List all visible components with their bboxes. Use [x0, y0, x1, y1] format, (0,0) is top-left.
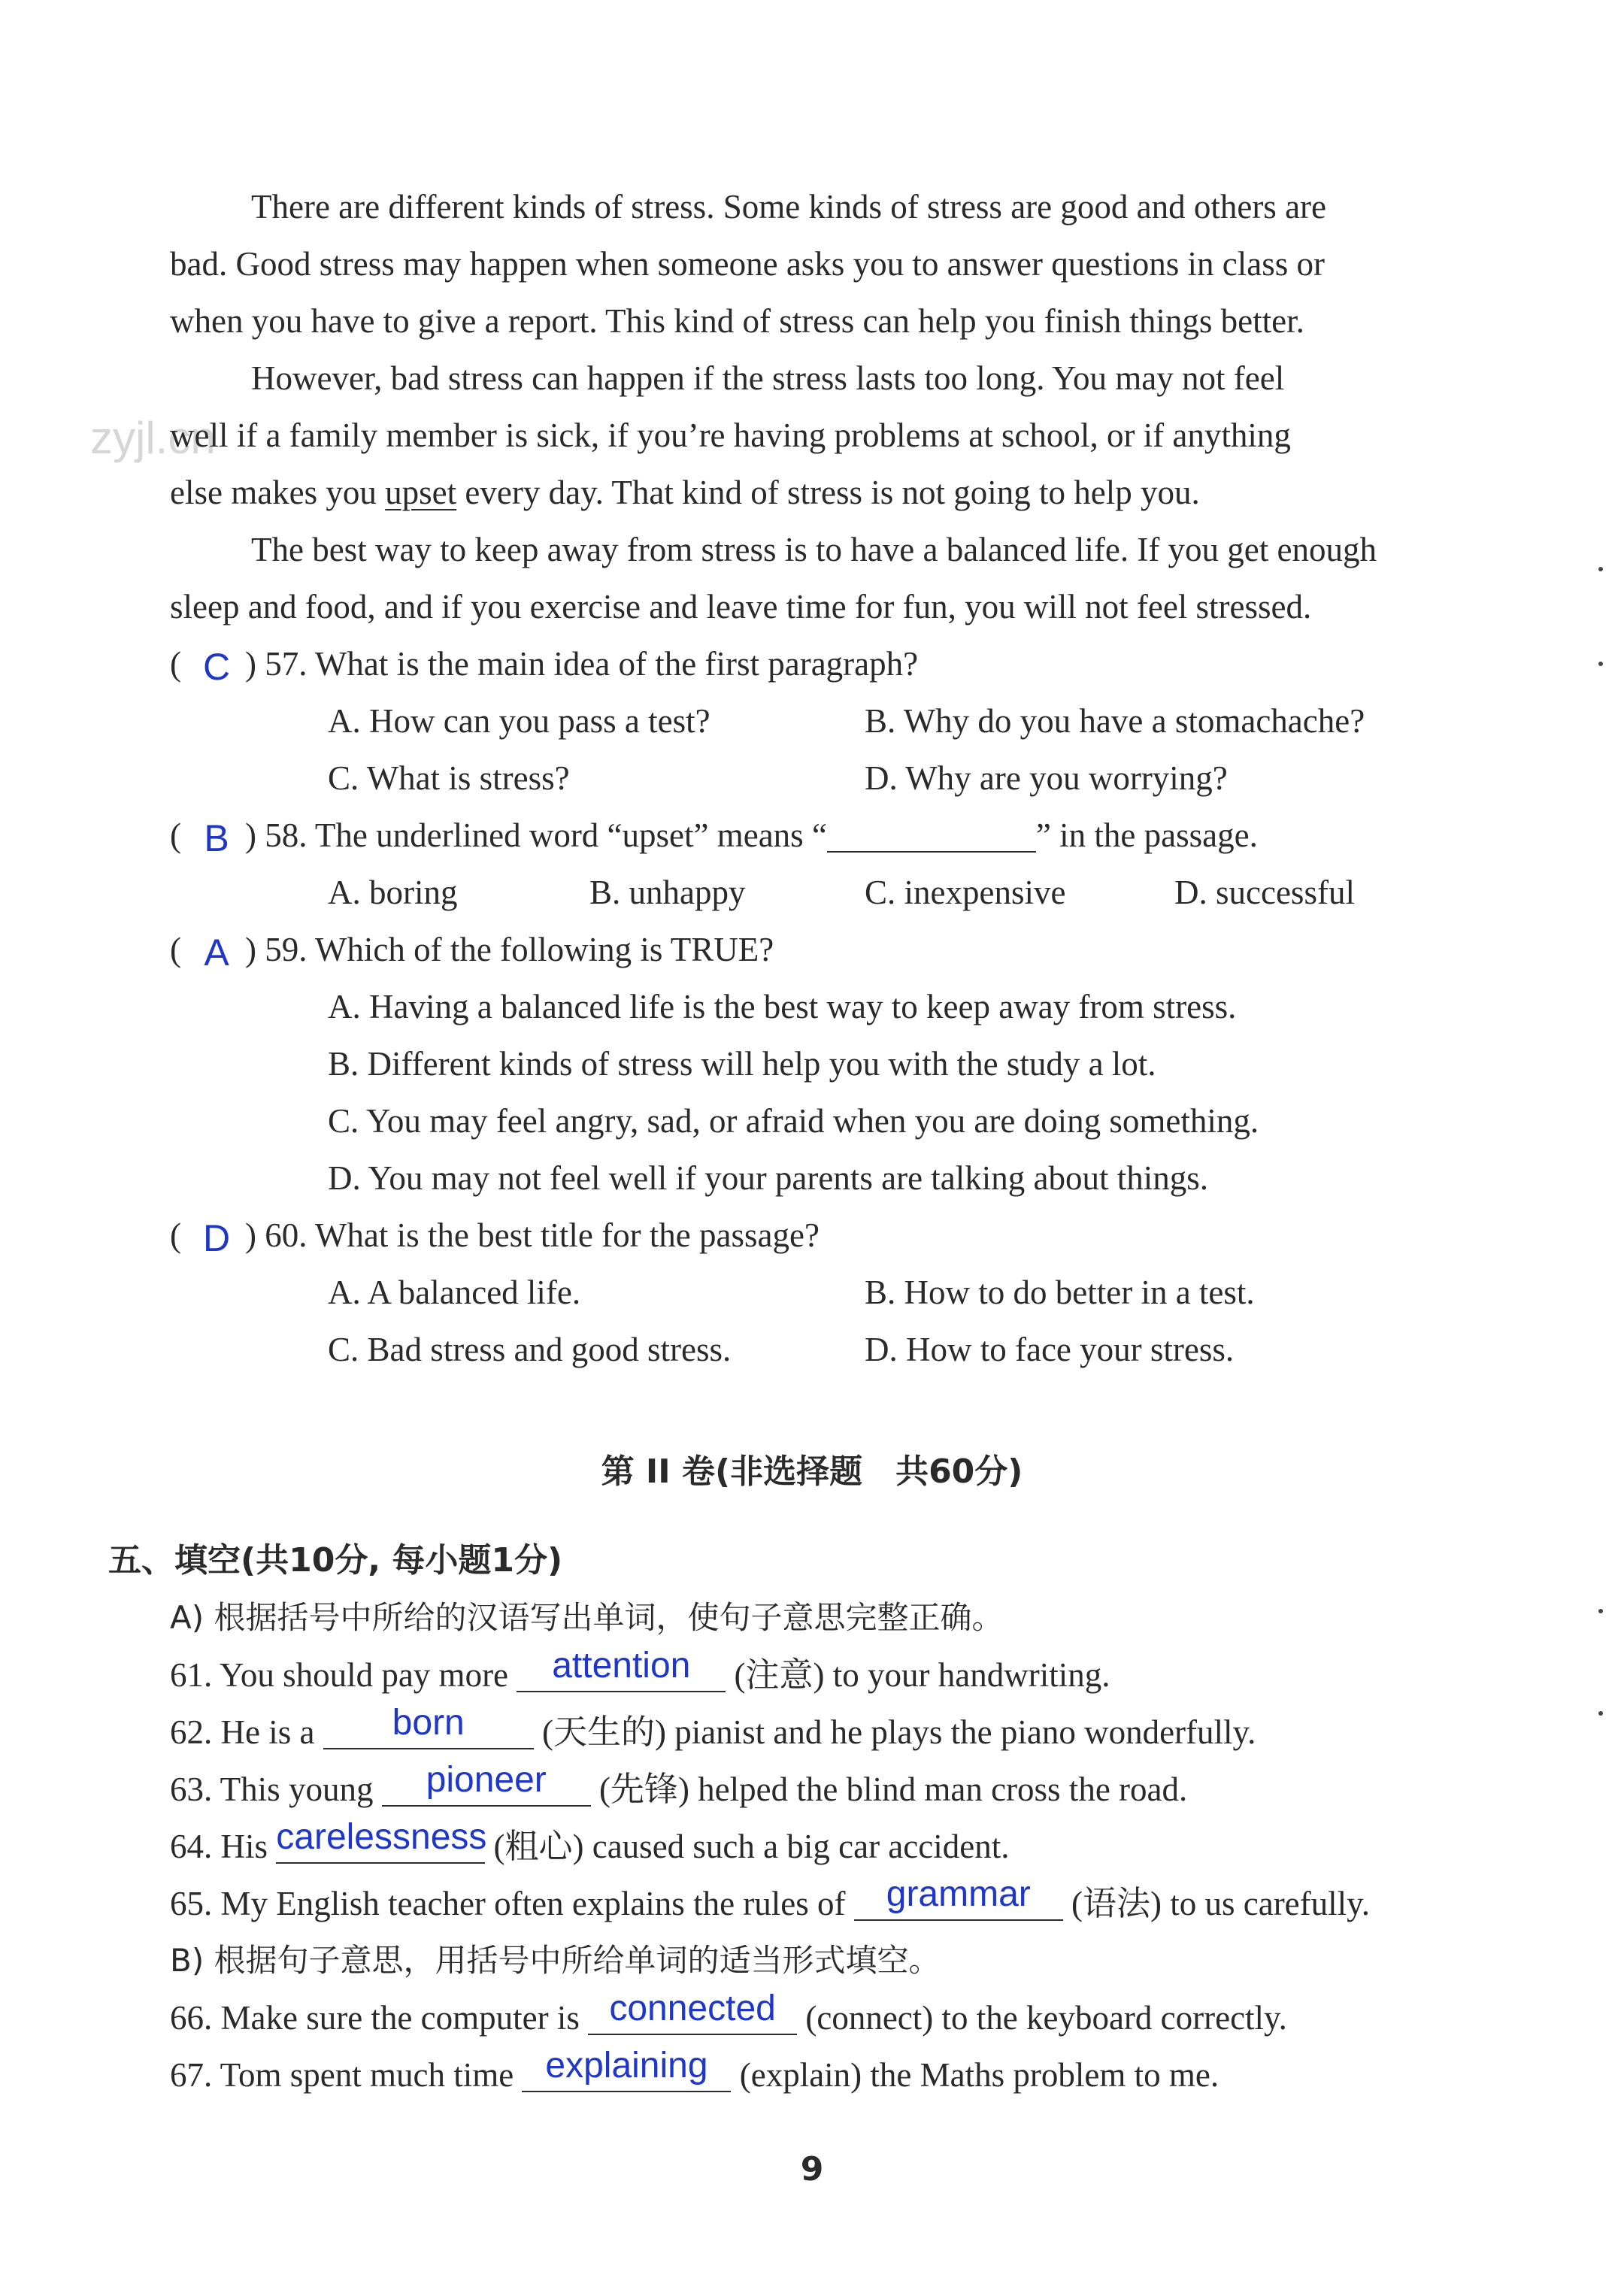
fill-item: [170, 1760, 1188, 1812]
answer-choice: B: [204, 817, 229, 859]
answer-choice: C: [202, 646, 231, 688]
option: C. You may feel angry, sad, or afraid when you are doing something.: [328, 1102, 1259, 1140]
passage-line: [170, 470, 1200, 515]
option: D. You may not feel well if your parents are talking about things.: [328, 1159, 1209, 1197]
answer-blank: [382, 1760, 591, 1807]
fill-text: (connect) to the keyboard correctly.: [797, 1999, 1287, 2037]
fill-text: 66. Make sure the computer is: [170, 1999, 589, 2037]
underlined-word: upset: [385, 474, 457, 511]
answer-blank: [827, 818, 1036, 853]
scan-speck: [1598, 567, 1603, 571]
passage-text: every day. That kind of stress is not going to help you.: [456, 474, 1200, 511]
fill-item: [170, 1817, 1010, 1869]
part-b-instruction: B) 根据句子意思，用括号中所给单词的适当形式填空。: [170, 1942, 941, 1979]
option: A. Having a balanced life is the best way to keep away from stress.: [328, 988, 1237, 1025]
option: C. What is stress?: [328, 759, 570, 797]
answer-choice: A: [204, 931, 229, 974]
answer-blank: [522, 2046, 731, 2092]
option: B. How to do better in a test.: [865, 1274, 1255, 1311]
option: C. Bad stress and good stress.: [328, 1331, 732, 1368]
passage-line: when you have to give a report. This kind of stress can help you finish things better.: [170, 302, 1304, 340]
paren-open: (: [170, 816, 181, 854]
option: D. Why are you worrying?: [865, 759, 1228, 797]
part-a-instruction: A) 根据括号中所给的汉语写出单词，使句子意思完整正确。: [170, 1599, 1004, 1636]
handwritten-answer: attention: [552, 1646, 691, 1686]
stem-text: ) 58. The underlined word “upset” means “: [245, 816, 827, 854]
option: B. Different kinds of stress will help you with the study a lot.: [328, 1045, 1156, 1083]
answer-choice: D: [202, 1217, 231, 1259]
paren-open: (: [170, 645, 181, 683]
fill-text: 65. My English teacher often explains the rules of: [170, 1885, 854, 1922]
fill-item: [170, 1874, 1370, 1926]
option: B. Why do you have a stomachache?: [865, 702, 1365, 740]
fill-item: [170, 1703, 1256, 1755]
handwritten-answer: grammar: [886, 1874, 1031, 1914]
fill-text: 61. You should pay more: [170, 1656, 517, 1694]
option: A. boring: [328, 874, 458, 911]
answer-blank: [588, 1989, 797, 2035]
fill-text: (注意) to your handwriting.: [726, 1656, 1110, 1694]
passage-line: bad. Good stress may happen when someone asks you to answer questions in class or: [170, 245, 1325, 283]
option: D. successful: [1174, 874, 1355, 911]
handwritten-answer: carelessness: [276, 1817, 487, 1857]
fill-item: [170, 2046, 1220, 2098]
answer-blank: [517, 1646, 726, 1692]
paren-open: (: [170, 1216, 181, 1254]
answer-blank: [323, 1703, 534, 1749]
paren-open: (: [170, 931, 181, 968]
option: A. How can you pass a test?: [328, 702, 710, 740]
scan-speck: [1598, 1609, 1603, 1613]
handwritten-answer: born: [392, 1703, 465, 1743]
stem-text: ” in the passage.: [1035, 816, 1258, 854]
question-stem: ) 60. What is the best title for the passage?: [245, 1216, 820, 1254]
passage-line: There are different kinds of stress. Some kinds of stress are good and others are: [251, 188, 1327, 226]
handwritten-answer: connected: [609, 1989, 776, 2028]
section-title: 五、填空(共10分, 每小题1分): [108, 1541, 563, 1580]
fill-text: (先锋) helped the blind man cross the road.: [590, 1770, 1188, 1808]
question-stem: [245, 813, 1258, 858]
fill-text: (天生的) pianist and he plays the piano wonderfully.: [533, 1713, 1256, 1751]
option: A. A balanced life.: [328, 1274, 581, 1311]
fill-text: 67. Tom spent much time: [170, 2056, 523, 2094]
question-stem: ) 59. Which of the following is TRUE?: [245, 931, 774, 968]
watermark: zyjl.cn: [90, 413, 216, 463]
page-number: 9: [800, 2150, 824, 2188]
question-stem: ) 57. What is the main idea of the first paragraph?: [245, 645, 919, 683]
volume-title: 第 II 卷(非选择题 共60分): [601, 1452, 1023, 1491]
fill-text: 64. His: [170, 1828, 277, 1865]
option: D. How to face your stress.: [865, 1331, 1235, 1368]
fill-text: 62. He is a: [170, 1713, 323, 1751]
answer-blank: [854, 1874, 1063, 1921]
fill-item: [170, 1646, 1110, 1698]
scan-speck: [1598, 1711, 1603, 1716]
answer-blank: [276, 1817, 487, 1864]
passage-line: The best way to keep away from stress is to have a balanced life. If you get enough: [251, 531, 1377, 568]
option: B. unhappy: [589, 874, 746, 911]
option: C. inexpensive: [865, 874, 1066, 911]
passage-line: However, bad stress can happen if the stress lasts too long. You may not feel: [251, 359, 1285, 397]
fill-text: (explain) the Maths problem to me.: [731, 2056, 1220, 2094]
fill-text: 63. This young: [170, 1770, 382, 1808]
handwritten-answer: explaining: [545, 2046, 708, 2085]
passage-line: sleep and food, and if you exercise and leave time for fun, you will not feel stressed.: [170, 588, 1312, 625]
passage-line: well if a family member is sick, if you’re having problems at school, or if anything: [170, 416, 1291, 454]
fill-text: (粗心) caused such a big car accident.: [485, 1828, 1010, 1865]
passage-text: else makes you: [170, 474, 386, 511]
handwritten-answer: pioneer: [426, 1760, 547, 1800]
fill-item: [170, 1989, 1287, 2040]
scan-speck: [1598, 662, 1603, 666]
fill-text: (语法) to us carefully.: [1062, 1885, 1370, 1922]
